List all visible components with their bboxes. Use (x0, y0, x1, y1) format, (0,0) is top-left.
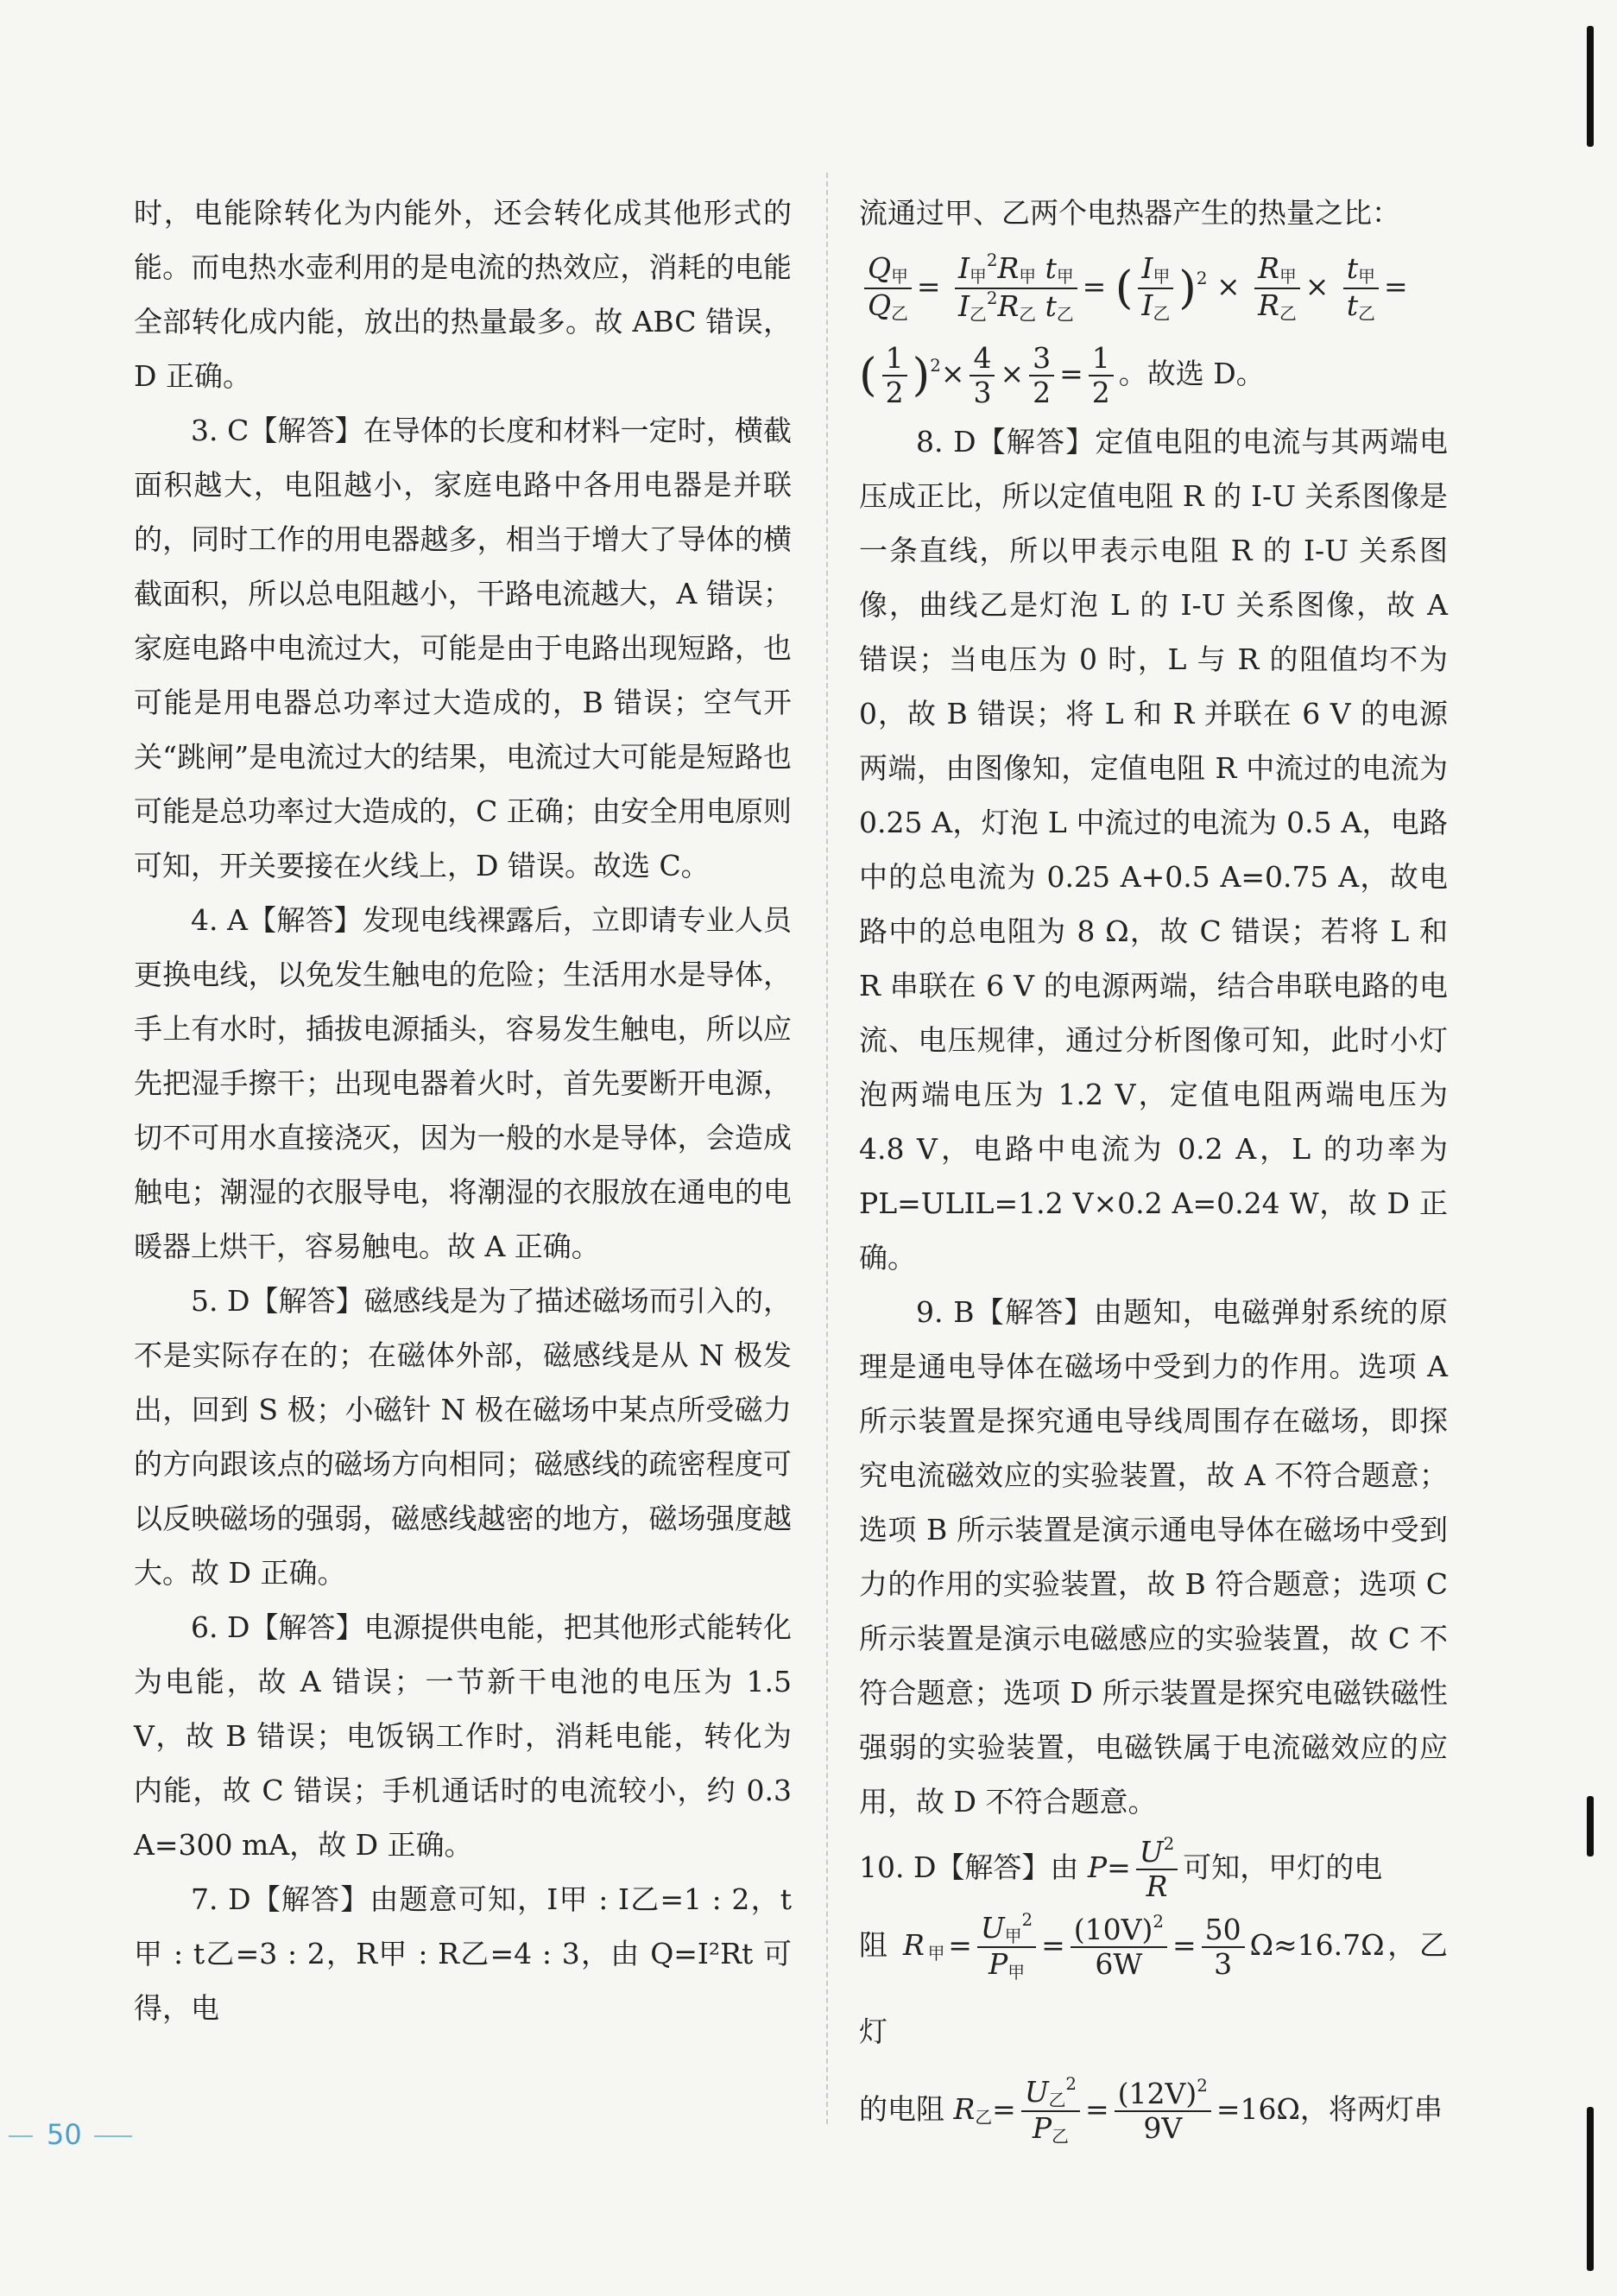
scan-edge-mark (1587, 2107, 1594, 2271)
scan-edge-mark (1587, 1796, 1594, 1856)
fraction: $\frac{3}{2}$ (1029, 342, 1054, 409)
left-column (134, 186, 792, 2035)
answer-8: 8. D【解答】定值电阻的电流与其两端电压成正比，所以定值电阻 R 的 I-U 关系图像是一条直线，所以甲表示电阻 R 的 I-U 关系图像，曲线乙是灯泡 L 的 I-U 关系图像，故 A 错误；当电压为 0 时，L 与 R 的阻值均不为 0，故 B 错误；将 L 和 R 并联在 6 V 的电源两端，由图像知，定值电阻 R 中流过的电流为 0.25 A，灯泡 L 中流过的电流为 0.5 A，电路中的总电流为 0.25 A+0.5 A=0.75 A，故电路中的总电阻为 8 Ω，故 C 错误；若将 L 和 R 串联在 6 V 的电源两端，结合串联电路的电流、电压规律，通过分析图像可知，此时小灯泡两端电压为 1.2 V，定值电阻两端电压为 4.8 V，电路中电流为 0.2 A，L 的功率为 PL=ULIL=1.2 V×0.2 A=0.24 W，故 D 正确。 (859, 424, 1448, 1275)
fraction: $\frac{Q_甲}{Q_乙}$ (864, 252, 912, 324)
answer-7-continuation: 流通过甲、乙两个电热器产生的热量之比： (859, 196, 1400, 230)
scan-edge-mark (1587, 26, 1594, 147)
fraction: $\frac{I_甲^2R_甲 t_甲}{I_乙^2R_乙 t_乙}$ (955, 251, 1077, 325)
fraction: $\frac{R_甲}{R_乙}$ (1254, 252, 1300, 324)
answer-10-text: 阻 (859, 1927, 904, 1962)
answer-10-text: Ω≈16.7Ω，乙灯 (859, 1927, 1448, 2048)
answer-10-text: 10. D【解答】由 (859, 1850, 1088, 1884)
answer-10-line-3: 的电阻 $R_乙=$ $\frac{U_乙^2}{P_乙}$ = $\frac{(12V)^2}{9V}$ =16Ω，将两灯串 (859, 2073, 1443, 2147)
answer-2-continuation: 时，电能除转化为内能外，还会转化成其他形式的能。而电热水壶利用的是电流的热效应，消耗的电能全部转化成内能，放出的热量最多。故 ABC 错误，D 正确。 (134, 196, 792, 393)
answer-5: 5. D【解答】磁感线是为了描述磁场而引入的，不是实际存在的；在磁体外部，磁感线是从 N 极发出，回到 S 极；小磁针 N 极在磁场中某点所受磁力的方向跟该点的磁场方向相同；磁感线的疏密程度可以反映磁场的强弱，磁感线越密的地方，磁场强度越大。故 D 正确。 (134, 1284, 792, 1590)
page-number-text: 50 (47, 2118, 82, 2151)
answer-10-text: =16Ω，将两灯串 (1216, 2091, 1443, 2126)
fraction: $\frac{I_甲}{I_乙}$ (1138, 252, 1173, 324)
fraction: $\frac{50}{3}$ (1202, 1913, 1245, 1981)
fraction: $\frac{(12V)^2}{9V}$ (1115, 2077, 1211, 2145)
column-divider (826, 173, 828, 2124)
answer-3: 3. C【解答】在导体的长度和材料一定时，横截面积越大，电阻越小，家庭电路中各用电器是并联的，同时工作的用电器越多，相当于增大了导体的横截面积，所以总电阻越小，干路电流越大，A 错误；家庭电路中电流过大，可能是由于电路出现短路，也可能是用电器总功率过大造成的，B 错误；空气开关“跳闸”是电流过大的结果，电流过大可能是短路也可能是总功率过大造成的，C 正确；由安全用电原则可知，开关要接在火线上，D 错误。故选 C。 (134, 414, 792, 882)
answer-7: 7. D【解答】由题意可知，I甲 : I乙=1 : 2，t甲 : t乙=3 : 2，R甲 : R乙=4 : 3，由 Q=I²Rt 可得，电 (134, 1882, 792, 2025)
answer-7-conclusion: 。故选 D。 (1118, 356, 1265, 390)
answer-9: 9. B【解答】由题知，电磁弹射系统的原理是通电导体在磁场中受到力的作用。选项 A 所示装置是探究通电导线周围存在磁场，即探究电流磁效应的实验装置，故 A 不符合题意；选项 B 所示装置是演示通电导体在磁场中受到力的作用的实验装置，故 B 符合题意；选项 C 所示装置是演示电磁感应的实验装置，故 C 不符合题意；选项 D 所示装置是探究电磁铁磁性强弱的实验装置，电磁铁属于电流磁效应的应用，故 D 不符合题意。 (859, 1294, 1448, 1818)
answer-10-line-2: 阻 $R_甲=$ $\frac{U_甲^2}{P_甲}$ = $\frac{(10V)^2}{6W}$ = $\frac{50}{3}$ Ω≈16.7Ω，乙灯 (859, 1909, 1448, 2048)
answer-7-formula-line-2: ( $\frac{1}{2}$ )$^2$× $\frac{4}{3}$ × $\frac{3}{2}$ = $\frac{1}{2}$ 。故选 D。 (859, 340, 1265, 409)
answer-7-formula-line-1: $\frac{Q_甲}{Q_乙}$ = $\frac{I_甲^2R_甲 t_甲}{I_乙^2R_乙 t_乙}$ = ( $\frac{I_甲}{I_乙}$ )$^2$ × $\frac{R_甲}{R_乙}$ × $\frac{t_甲}{t_乙}$ = (859, 240, 1448, 327)
fraction: $\frac{4}{3}$ (970, 342, 995, 409)
answer-10-line-1: 10. D【解答】由 P= $\frac{U^2}{R}$ 可知，甲灯的电 (859, 1834, 1383, 1904)
fraction: $\frac{t_甲}{t_乙}$ (1343, 252, 1379, 324)
answer-10-text: 可知，甲灯的电 (1183, 1850, 1383, 1884)
answer-10-text: 的电阻 (859, 2091, 954, 2126)
fraction: $\frac{1}{2}$ (1089, 342, 1114, 409)
right-column (859, 186, 1448, 2157)
answer-6: 6. D【解答】电源提供电能，把其他形式能转化为电能，故 A 错误；一节新干电池的电压为 1.5 V，故 B 错误；电饭锅工作时，消耗电能，转化为内能，故 C 错误；手机通话时的电流较小，约 0.3 A=300 mA，故 D 正确。 (134, 1610, 792, 1862)
fraction: $\frac{(10V)^2}{6W}$ (1071, 1913, 1167, 1981)
answer-4: 4. A【解答】发现电线裸露后，立即请专业人员更换电线，以免发生触电的危险；生活用水是导体，手上有水时，插拔电源插头，容易发生触电，所以应先把湿手擦干；出现电器着火时，首先要断开电源，切不可用水直接浇灭，因为一般的水是导体，会造成触电；潮湿的衣服导电，将潮湿的衣服放在通电的电暖器上烘干，容易触电。故 A 正确。 (134, 903, 792, 1263)
fraction: $\frac{U^2}{R}$ (1136, 1835, 1178, 1903)
fraction: $\frac{U_甲^2}{P_甲}$ (977, 1911, 1036, 1983)
fraction: $\frac{1}{2}$ (882, 342, 907, 409)
page-number (0, 2118, 155, 2151)
fraction: $\frac{U_乙^2}{P_乙}$ (1021, 2075, 1080, 2147)
